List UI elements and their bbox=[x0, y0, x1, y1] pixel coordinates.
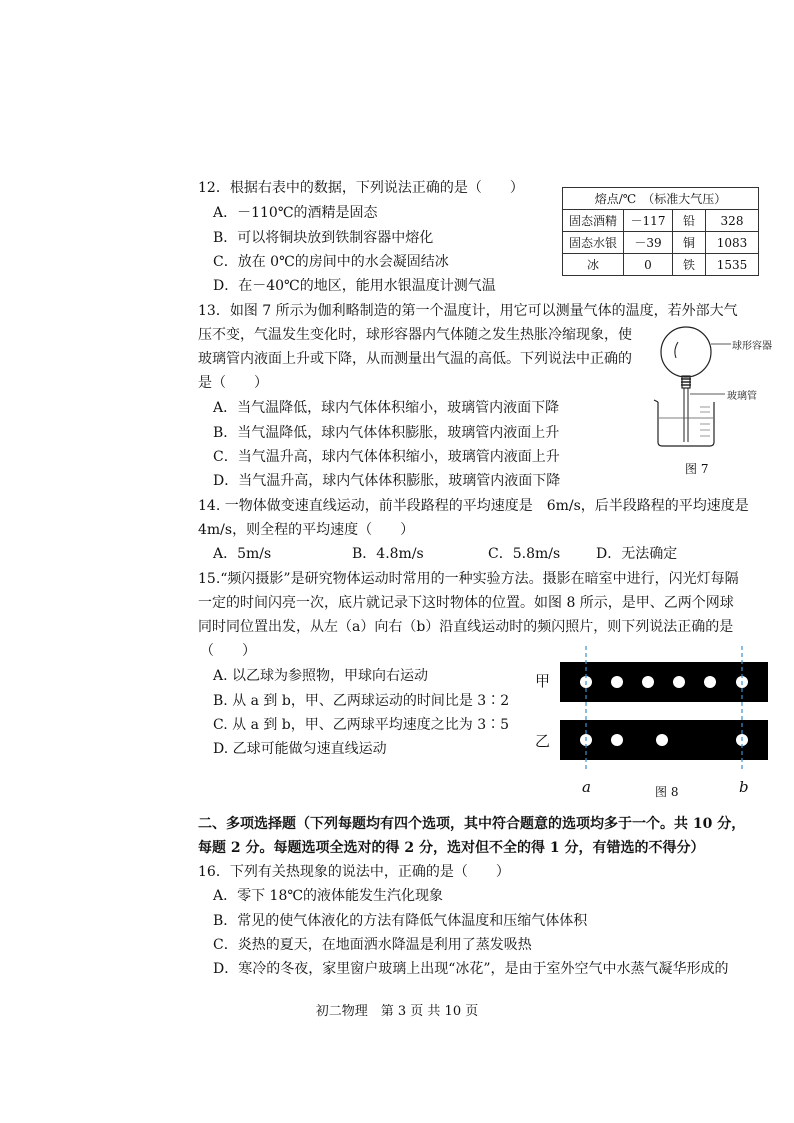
table-cell: 铅 bbox=[673, 210, 706, 232]
table-cell: 冰 bbox=[563, 254, 624, 276]
q16-option-a: A．零下 18℃的液体能发生汽化现象 bbox=[213, 888, 444, 904]
table-cell: 1535 bbox=[706, 254, 759, 276]
q15-line-3: 同时同位置出发，从左（a）向右（b）沿直线运动时的频闪照片，则下列说法正确的是 bbox=[198, 619, 734, 635]
ball-jia bbox=[611, 676, 623, 688]
table-cell: 固态水银 bbox=[563, 232, 624, 254]
q13-option-a: A．当气温降低，球内气体体积缩小，玻璃管内液面下降 bbox=[213, 400, 560, 416]
label-jia: 甲 bbox=[535, 672, 551, 690]
q14-option-b: B．4.8m/s bbox=[352, 546, 424, 562]
ball-yi bbox=[611, 734, 623, 746]
page-footer: 初二物理 第 3 页 共 10 页 bbox=[315, 1004, 479, 1019]
table-cell: 1083 bbox=[706, 232, 759, 254]
table-cell: 固态酒精 bbox=[563, 210, 624, 232]
q13-line-3: 玻璃管内液面上升或下降，从而测量出气温的高低。下列说法中正确的 bbox=[198, 351, 632, 367]
melting-point-table bbox=[562, 187, 759, 276]
q16-option-d: D．寒冷的冬夜，家里窗户玻璃上出现“冰花”，是由于室外空气中水蒸气凝华形成的 bbox=[213, 961, 729, 977]
q16-option-b: B．常见的使气体液化的方法有降低气体温度和压缩气体体积 bbox=[213, 913, 588, 929]
q14-option-c: C．5.8m/s bbox=[488, 546, 561, 562]
q16-stem: 16．下列有关热现象的说法中，正确的是（ ） bbox=[198, 864, 510, 880]
ball-jia bbox=[704, 676, 716, 688]
figure-7-caption: 图 7 bbox=[685, 462, 709, 476]
label-bulb: 球形容器 bbox=[732, 341, 772, 352]
label-b: b bbox=[739, 778, 749, 796]
label-a: a bbox=[582, 778, 591, 796]
q15-option-c: C. 从 a 到 b，甲、乙两球平均速度之比为 3∶5 bbox=[213, 717, 510, 733]
q15-line-2: 一定的时间闪亮一次，底片就记录下这时物体的位置。如图 8 所示，是甲、乙两个网球 bbox=[198, 595, 734, 611]
q12-option-b: B．可以将铜块放到铁制容器中熔化 bbox=[213, 230, 434, 246]
table-row bbox=[563, 210, 759, 232]
q14-option-a: A．5m/s bbox=[213, 546, 272, 562]
q15-line-1: 15.“频闪摄影”是研究物体运动时常用的一种实验方法。摄影在暗室中进行，闪光灯每隔 bbox=[198, 571, 739, 587]
table-cell: 铜 bbox=[673, 232, 706, 254]
table-row bbox=[563, 232, 759, 254]
q14-option-d: D．无法确定 bbox=[596, 546, 678, 562]
ball-jia bbox=[673, 676, 685, 688]
q16-option-c: C．炎热的夏天，在地面洒水降温是利用了蒸发吸热 bbox=[213, 937, 532, 953]
table-cell: －39 bbox=[624, 232, 673, 254]
q14-line-2: 4m/s，则全程的平均速度（ ） bbox=[198, 522, 415, 538]
q12-stem: 12．根据右表中的数据，下列说法正确的是（ ） bbox=[198, 180, 524, 196]
table-cell: 铁 bbox=[673, 254, 706, 276]
table-cell: －117 bbox=[624, 210, 673, 232]
figure-8-caption: 图 8 bbox=[655, 785, 679, 799]
q12-option-d: D．在－40℃的地区，能用水银温度计测气温 bbox=[213, 278, 496, 294]
q13-line-4: 是（ ） bbox=[198, 375, 268, 391]
strobe-photo-figure bbox=[556, 642, 772, 782]
section2-title-line-1: 二、多项选择题（下列每题均有四个选项，其中符合题意的选项均多于一个。共 10 分， bbox=[198, 816, 746, 832]
q15-option-d: D. 乙球可能做匀速直线运动 bbox=[213, 741, 387, 757]
q13-line-1: 13．如图 7 所示为伽利略制造的第一个温度计，用它可以测量气体的温度，若外部大气 bbox=[198, 303, 738, 319]
table-header: 熔点/℃ （标准大气压） bbox=[563, 188, 759, 210]
q13-line-2: 压不变，气温发生变化时，球形容器内气体随之发生热胀冷缩现象，使 bbox=[198, 327, 632, 343]
q13-option-d: D．当气温升高，球内气体体积膨胀，玻璃管内液面下降 bbox=[213, 473, 561, 489]
section2-title-line-2: 每题 2 分。每题选项全选对的得 2 分，选对但不全的得 1 分，有错选的不得分） bbox=[198, 840, 705, 856]
q14-line-1: 14. 一物体做变速直线运动，前半段路程的平均速度是 6m/s，后半段路程的平均速度是 bbox=[198, 498, 749, 514]
table-cell: 0 bbox=[624, 254, 673, 276]
table-row bbox=[563, 254, 759, 276]
q15-line-4: （ ） bbox=[200, 643, 256, 659]
q12-option-c: C．放在 0℃的房间中的水会凝固结冰 bbox=[213, 254, 449, 270]
q12-option-a: A．－110℃的酒精是固态 bbox=[213, 205, 378, 221]
q13-option-c: C．当气温升高，球内气体体积缩小，玻璃管内液面上升 bbox=[213, 449, 560, 465]
label-tube: 玻璃管 bbox=[727, 391, 757, 402]
table-cell: 328 bbox=[706, 210, 759, 232]
q15-option-a: A. 以乙球为参照物，甲球向右运动 bbox=[213, 668, 429, 684]
q13-option-b: B．当气温降低，球内气体体积膨胀，玻璃管内液面上升 bbox=[213, 425, 560, 441]
ball-jia bbox=[642, 676, 654, 688]
label-yi: 乙 bbox=[535, 732, 551, 750]
q15-option-b: B. 从 a 到 b，甲、乙两球运动的时间比是 3∶2 bbox=[213, 693, 510, 709]
ball-yi bbox=[656, 734, 668, 746]
